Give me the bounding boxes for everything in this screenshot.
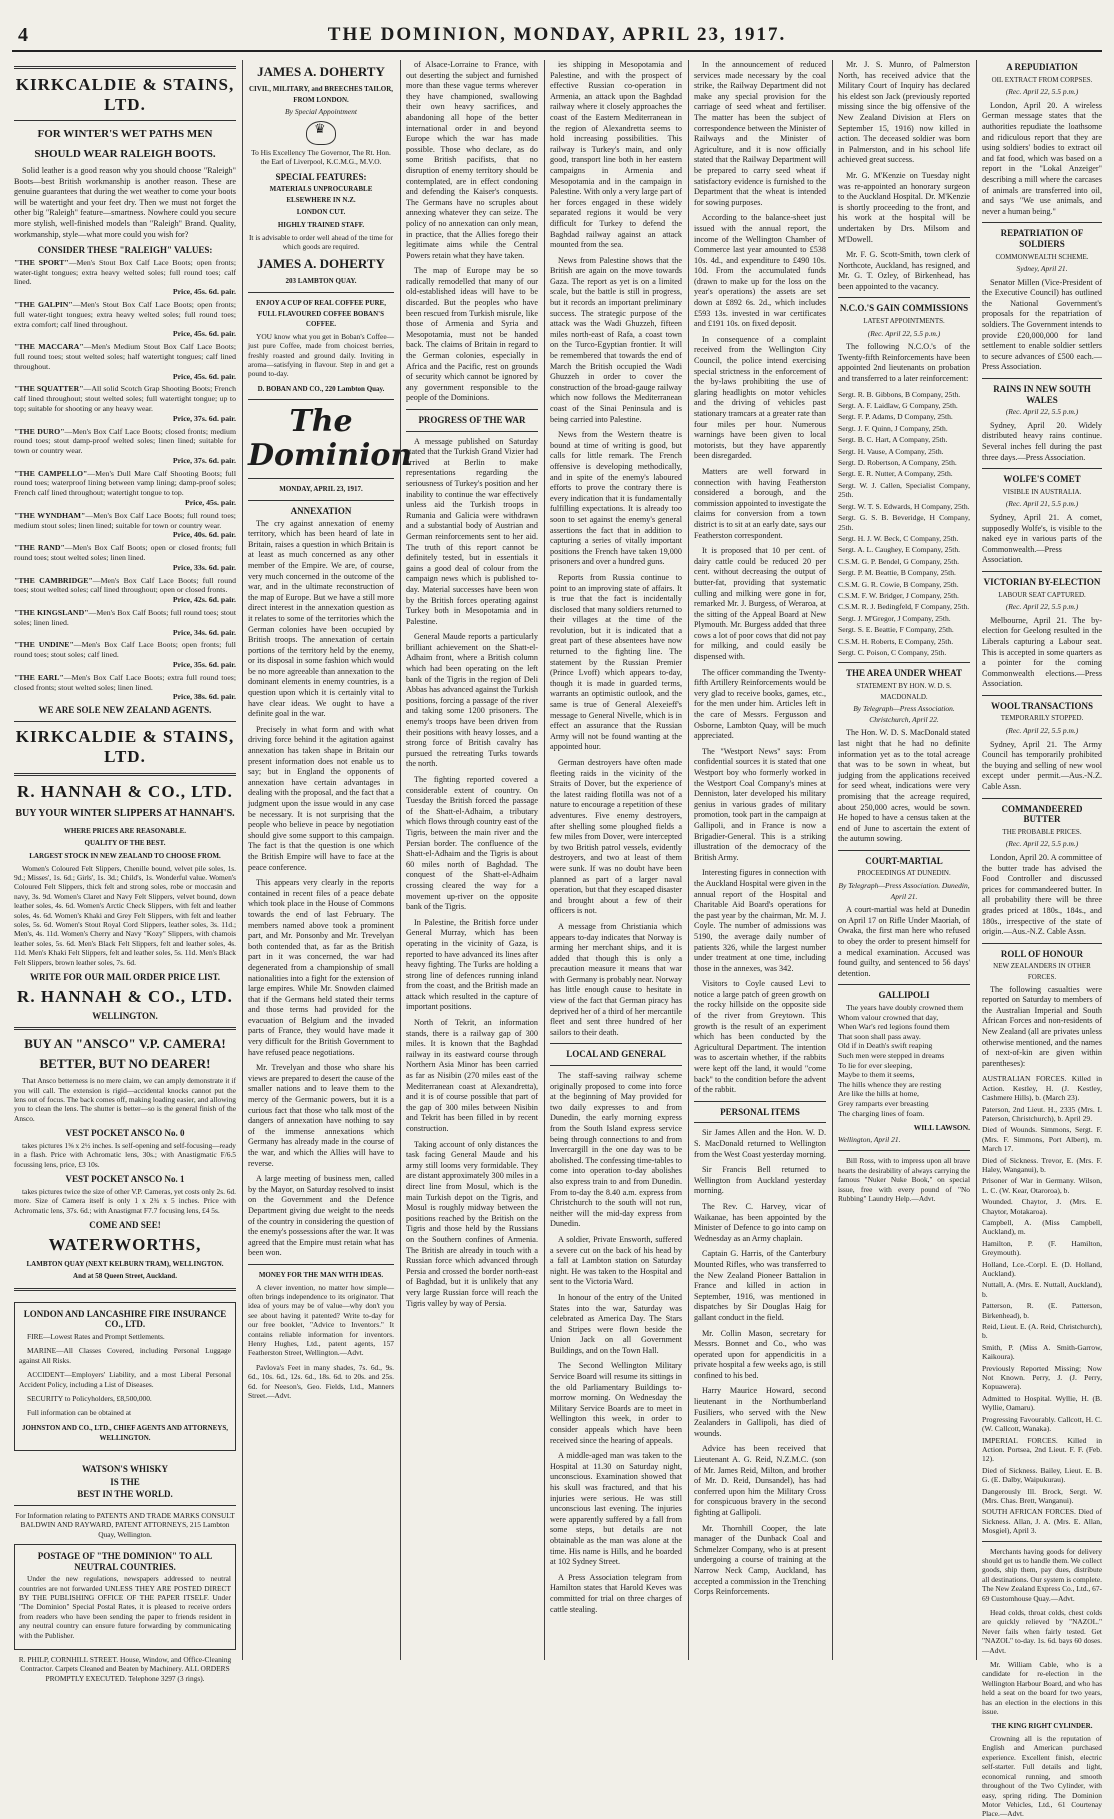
col3-p1: of Alsace-Lorraine to France, with out deserting the subject and furnished more than these vague terms wherever they have championed, swallowing their own heavy sacrifices, and abandoning all hope of the better international order in and beyond Europe which the war has made possible. Those who declare, as do some British pacifists, that no disruption of enemy territory should be contemplated, are in effect condoning and defending the Kaiser's conquests. The Germans have no scruples about annexing whatever they can seize. The policy of no annexation can only mean, in practice, that the Allies forego their legitimate aims while the Central Powers retain what they have taken. xyxy=(406,60,538,260)
nco-list-item: Sergt. P. M. Beattie, B Company, 25th. xyxy=(838,568,956,578)
butter-date: (Rec. April 22, 5.5 p.m.) xyxy=(1005,839,1079,849)
butter-sub: THE PROBABLE PRICES. xyxy=(1002,827,1082,836)
annexation-p2: Precisely in what form and with what driving force behind it the agitation against annexation has taken shape in Britain our present information does not enable us to say; but in England the opponents of annexation have certain advantages in dealing with the proposal, and the fact that a judgment upon the issue would in any case be necessary. It is not surprising that the people who believe in peace by negotiation should give some support to this campaign. The fact is that the question is one which the British Empire will have to face at the peace conference. xyxy=(248,724,394,872)
kirkcaldie-consider: CONSIDER THESE "RALEIGH" VALUES: xyxy=(37,245,213,256)
pow-p3: The fighting reported covered a considerable extent of country. On Tuesday the British forced the passage of the Shatt-el-Adhaim, a tributary which flows through country east of the Tigris, between the main river and the Persian border. The confluence of the Shatt-el-Adhaim and the Tigris is about 60 miles north of Baghdad. The conquest of the Shatt-el-Adhaim crossing cleared the way for a movement up-river on the opposite bank of the Tigris. xyxy=(406,775,538,912)
doherty-footer: JAMES A. DOHERTY xyxy=(257,256,385,272)
nco-list-item: C.S.M. H. Roberts, E Company, 25th. xyxy=(838,636,954,646)
boot-desc: —Men's Box Calf Lace Boots; extra full round toes; closed fronts; stout welted soles; linen lined. xyxy=(14,672,236,692)
lancashire-ad xyxy=(14,1302,236,1451)
boot-desc: —Men's Stout Box Calf Lace Boots; open fronts; full water-tight tongues; extra heavy welted soles; full round toes; extra comfort; calf lined throughout. xyxy=(14,299,236,329)
boot-desc: —All solid Scotch Grap Shooting Boots; French calf lined throughout; stout welted soles; full watertight tongue; up to top; suitable for shooting or any heavy wear. xyxy=(14,384,236,413)
honour-list-item: Reid, Lieut. E. (A. Reid, Christchurch), b. xyxy=(982,1322,1102,1341)
ansco-no0: VEST POCKET ANSCO No. 0 xyxy=(65,1128,185,1139)
dominion-nameplate: The Dominion xyxy=(248,404,413,474)
local-p5: A middle-aged man was taken to the Hospital at 11.30 on Saturday night, unconscious. Examination showed that his skull was fractured, and that his injuries were serious. He was still unconscious last evening. The injuries were apparently suffered by a fall from some steps, but details are not obtainable as the man was alone at the time. His name is Hills, and he boarded at 102 Sydney Street. xyxy=(550,1451,682,1567)
victorian-sub: LABOUR SEAT CAPTURED. xyxy=(998,590,1086,599)
boot-name: "THE SQUATTER" xyxy=(14,384,84,394)
money-body: A clever invention, no matter how simple—often brings independence to its originator. That idea of yours may be of value—why don't you see about having it patented? Write to-day for our free booklet, "Advice to Inventors." It contains reliable information for inventors. Henry Hughes, Ltd., patent agents, 157 Featherston Street, Wellington.—Advt. xyxy=(248,1282,394,1358)
pow-p4: In Palestine, the British force under General Murray, which has been operating in the vicinity of Gaza, is reported to have advanced its lines after heavy fighting. The Turks are holding a strong line of defences running inland from the coast, and the British made an attack which resulted in the capture of important positions. xyxy=(406,917,538,1012)
wool-sub: TEMPORARILY STOPPED. xyxy=(1000,714,1084,723)
nco-sub: LATEST APPOINTMENTS. xyxy=(863,317,945,326)
nco-heading: N.C.O.'S GAIN COMMISSIONS xyxy=(839,303,969,314)
boot-price: Price, 45s. pair. xyxy=(184,498,236,508)
comet-heading: WOLFE'S COMET xyxy=(1003,474,1081,485)
column-1 xyxy=(14,60,237,1683)
annexation-heading: ANNEXATION xyxy=(290,505,352,516)
victorian-heading: VICTORIAN BY-ELECTION xyxy=(983,576,1101,587)
soldiers-heading: REPATRIATION OF SOLDIERS xyxy=(1000,228,1084,249)
nco-list-item: Sergt. J. M'Gregor, J Company, 25th. xyxy=(838,613,951,623)
honour-heading: ROLL OF HONOUR xyxy=(1000,948,1084,959)
col5-p6: The officer commanding the Twenty-fifth Artillery Reinforcements would be very glad to receive books, games, etc., for the men under him. Articles left in the care of Messrs. Fergusson and Osborne, Lambton Quay, will be much appreciated. xyxy=(694,667,826,741)
pers-p2: Sir Francis Bell returned to Wellington from Auckland yesterday morning. xyxy=(694,1165,826,1196)
honour-list-item: IMPERIAL FORCES. Killed in Action. Portsea, 2nd Lieut. F. F. (Feb. 12). xyxy=(982,1435,1102,1464)
pow-p5: North of Tekrit, an information stands, there is a railway gap of 300 miles. It is known that the Baghdad railway in its eastward course through Northern Asia Minor has been carried as far as Nisibin (270 miles east of the Mediterranean coast at Alexandretta), and it is of course possible that part of the gap of 300 miles between Nisibin and Tekrit has been filled in by recent construction. xyxy=(406,1018,538,1133)
boot-item xyxy=(14,342,236,381)
col5-p7: The "Westport News" says: From confidential sources it is stated that one Westport boy who formerly worked in the Westport Coal Company's mines at Denniston, later developed his military genius in various grades of military promotion, took part in the campaign at Gallipoli, and in France is now a Brigadier-General. This is a striking illustration of the democracy of the British Army. xyxy=(694,746,826,862)
pers-p5: Mr. Collin Mason, secretary for Messrs. Bonnet and Co., who was operated upon for appendicitis in a private hospital a few weeks ago, is still confined to his bed. xyxy=(694,1328,826,1380)
boot-price: Price, 38s. 6d. pair. xyxy=(172,692,236,702)
doherty-f1: MATERIALS UNPROCURABLE ELSEWHERE IN N.Z. xyxy=(269,185,373,204)
nco-list-item: Sergt. W. J. Callen, Specialist Company, 25th. xyxy=(838,480,970,500)
kirkcaldie-agents: WE ARE SOLE NEW ZEALAND AGENTS. xyxy=(38,705,212,716)
honour-list-item: Dangerously Ill. Brock, Sergt. W. (Mrs. Chas. Brett, Wanganui). xyxy=(982,1486,1102,1505)
nco-list-item: Sergt. H. J. W. Beck, C Company, 25th. xyxy=(838,533,959,543)
col4-p6: A message from Christiania which appears to-day indicates that Norway is arming her merchant ships, and it is added that though this is only a precaution measure it means that war with Germany is probably near. Norway has little enough cause to hesitate in view of the fact that German piracy has deprived her of a third of her mercantile fleet and sent three hundred of her sailors to their death. xyxy=(550,921,682,1037)
nco-list-item: Sergt. B. C. Hart, A Company, 25th. xyxy=(838,435,948,445)
wool-heading: WOOL TRANSACTIONS xyxy=(990,700,1094,711)
col5-p8: Interesting figures in connection with the Auckland Hospital were given in the annual report of the Hospital and Charitable Aid Board's operations for the past year by the chairman, Mr. M. J. Coyle. The number of admissions was 5190, the average daily number of patients 326, while the largest number under treatment at one time, including those in the annexes, was 342. xyxy=(694,868,826,973)
col4-p3: News from the Western theatre is bound at time of writing is good, but calls for little remark. The French offensive is developing methodically, and in spite of the enemy's laboured efforts to prove the contrary there is every indication that it is fundamentally fulfilling expectations. It is already too soon to set against the enemy's general assertions the fact that in addition to capturing a series of vitally important positions the French have taken 19,000 prisoners and over a hundred guns. xyxy=(550,430,682,567)
cylinder-heading: THE KING RIGHT CYLINDER. xyxy=(991,1722,1093,1731)
boot-name: "THE RAND" xyxy=(14,543,65,553)
boot-price: Price, 42s. 6d. pair. xyxy=(172,595,236,605)
boot-price: Price, 45s. 6d. pair. xyxy=(172,371,236,381)
col5-p4: Matters are well forward in connection with having Featherston considered a borough, and the commission appointed to investigate the claims for conversion from a town district is to sit at an early date, says our Featherston correspondent. xyxy=(694,466,826,540)
repudiation-heading: A REPUDIATION xyxy=(1006,62,1078,72)
boot-desc: —Men's Box Calf Lace Boots; open fronts; full round toes; stout soles; calf lined. xyxy=(14,640,236,660)
boot-name: "THE CAMPELLO" xyxy=(14,468,88,478)
boot-price: Price, 37s. 6d. pair. xyxy=(172,455,236,465)
boot-item xyxy=(14,543,236,572)
honour-list-item: Nuttall, A. (Mrs. E. Nuttall, Auckland), b. xyxy=(982,1280,1102,1299)
boot-name: "THE DURO" xyxy=(14,426,65,436)
lancs-marine: MARINE—All Classes Covered, including Personal Luggage against All Risks. xyxy=(19,1346,231,1365)
boot-price: Price, 33s. 6d. pair. xyxy=(172,562,236,572)
honour-intro: The following casualties were reported on Saturday to members of the Australian Imperial and South African Forces and non-residents of New Zealand (all are privates unless otherwise mentioned, and the names of next-of-kin are given within parentheses): xyxy=(982,984,1102,1068)
kirkcaldie-intro: Solid leather is a good reason why you should choose "Raleigh" Boots—best British workmanship is another reason. These are genuine guarantees that during the wet weather to come your boots will be watertight and your feet dry. Then we must not forget the other big "Raleigh" feature—smartness. Nowhere could you secure more stylish, well-finished models than "Raleigh" Brand. Quality, workmanship, style—what more could you wish for? xyxy=(14,166,236,239)
boot-price: Price, 34s. 6d. pair. xyxy=(172,627,236,637)
doherty-to: To His Excellency The Governor, The Rt. Hon. the Earl of Liverpool, K.C.M.G., M.V.O. xyxy=(251,147,391,167)
victorian-body: Melbourne, April 21. The by-election for Geelong resulted in the Liberals capturing a Labour seat. This is accepted in some quarters as a pointer for the coming Commonwealth elections.—Press Association. xyxy=(982,615,1102,689)
local-p3: In honour of the entry of the United States into the war, Saturday was celebrated as America Day. The Stars and Stripes were flown beside the Union Jack on all Government Buildings, and on the Town Hall. xyxy=(550,1292,682,1355)
boban-body: YOU know what you get in Boban's Coffee—just pure Coffee, made from choicest berries, freshly roasted and ground daily. Inviting in aroma—satisfying in flavour. Step in and get a pound to-day. xyxy=(248,331,394,379)
nco-list-item: Sergt. E. R. Nutter, A Company, 25th. xyxy=(838,469,953,479)
wheat-body: The Hon. W. D. S. MacDonald stated last night that he had no definite information yet as to the total acreage that was to be sown in wheat, but judging from the applications received for seed wheat, indications were very promising that the acreage required, about 250,000 acres, would be sown. He hoped to have a census taken at the end of June to ascertain the extent of the autumn sowing. xyxy=(838,728,970,844)
boban-firm: D. BOBAN AND CO., 220 Lambton Quay. xyxy=(257,384,385,393)
nco-list-item: Sergt. F. P. Adams, D Company, 25th. xyxy=(838,412,953,422)
honour-list-item: Died of Sickness. Trevor, E. (Mrs. F. Haley, Wanganui), b. xyxy=(982,1155,1102,1174)
boot-item xyxy=(14,673,236,702)
ansco-firm: WATERWORTHS, xyxy=(48,1234,202,1254)
progress-war-heading: PROGRESS OF THE WAR xyxy=(418,415,526,425)
hannah-footer: R. HANNAH & CO., LTD. xyxy=(17,986,233,1006)
col6-p1: Mr. J. S. Munro, of Palmerston North, has received advice that the Military Court of Inquiry has declared his eldest son Jack (previously reported missing since the big offensive of the New Zealand Division at Flers on September 15, 1916) now killed in action. The deceased soldier was born in Palmerston, and in his school life achieved great success. xyxy=(838,60,970,165)
boot-item xyxy=(14,300,236,339)
wheat-date: By Telegraph—Press Association. Christchurch, April 22. xyxy=(853,704,955,724)
cylinder-body: Crowning all is the reputation of English and American purchased experience. Excellent finish, electric self-starter. Full details and light, economical running, and smooth throughout of the Two Cylinder, with easy, spring riding. The Dominion Motor Vehicles, Ltd., 61 Courtenay Place.—Advt. xyxy=(982,1734,1102,1819)
lancs-accident: ACCIDENT—Employers' Liability, and a most Liberal Personal Accident Policy, including a List of Diseases. xyxy=(19,1370,231,1389)
court-sub: PROCEEDINGS AT DUNEDIN. xyxy=(857,869,951,878)
watson-2: IS THE xyxy=(110,1476,140,1487)
wheat-sub: STATEMENT BY HON. W. D. S. MACDONALD. xyxy=(856,681,952,701)
honour-list-item: Smith, P. (Miss A. Smith-Garrow, Kaikoura). xyxy=(982,1342,1102,1362)
postage-head: POSTAGE OF "THE DOMINION" TO ALL NEUTRAL COUNTRIES. xyxy=(37,1550,213,1572)
butter-heading: COMMANDEERED BUTTER xyxy=(1001,803,1083,825)
hannah-sub: BUY YOUR WINTER SLIPPERS AT HANNAH'S. xyxy=(15,807,235,819)
boot-name: "THE GALPIN" xyxy=(14,299,73,309)
pow-p2: General Maude reports a particularly brilliant achievement on the Shatt-el-Adhaim front, where a British column which had been operating on the left bank of the Tigris in the region of Deli Abbas has advanced against the Turkish positions, forcing a passage of the river and taking some 1200 prisoners. The enemy's troops have been driven from their positions with heavy losses, and a strong force of British cavalry has pursued the retreating Turks towards the north. xyxy=(406,632,538,769)
boot-item xyxy=(14,608,236,637)
boot-desc: —Men's Box Calf Boots; full round toes; stout soles; linen lined. xyxy=(14,608,236,627)
boot-price: Price, 40s. 6d. pair. xyxy=(172,530,236,540)
personal-items-heading: PERSONAL ITEMS xyxy=(720,1106,800,1117)
boot-item xyxy=(14,258,236,297)
pavlova-ad: Pavlova's Feet in many shades, 7s. 6d., 9s. 6d., 10s. 6d., 12s. 6d., 18s. 6d. to 20s. and 25s. 6d. for Neeson's, Geo. Fields, Ltd., Manners Street.—Advt. xyxy=(248,1362,394,1400)
honour-list-item: Died of Sickness. Bailey, Lieut. E. B. G. (E. Dalby, Waipukurau). xyxy=(982,1465,1102,1485)
col5-p5: It is proposed that 10 per cent. of dairy cattle could be reduced 20 per cent. without decreasing the output of butter-fat, providing that systematic culling and milking were gone in for, remarked Mr. J. Burgess, of Weraroa, at the sitting of the Appeal Board at New Plymouth. Mr. Burgess added that three cows a lot of poor cows that did not pay for milking, and could easily be dispensed with. xyxy=(694,546,826,662)
nco-list-item: C.S.M. R. J. Bedingfeld, F Company, 25th. xyxy=(838,602,970,612)
boot-desc: —Men's Box Calf Lace Boots; closed fronts; medium round toes; stout damp-proof welted soles; linen lined; suitable for town or country wear. xyxy=(14,426,237,456)
honour-list-item: Died of Wounds. Simmons, Sergt. F. (Mrs. F. Simmons, Port Albert), m. March 17. xyxy=(982,1125,1102,1154)
lancs-security: SECURITY to Policyholders, £8,500,000. xyxy=(27,1393,152,1403)
col4-p1: ies shipping in Mesopotamia and Palestine, and with the prospect of effective Russian co-operation in Armenia, an attack upon the Baghdad railway where it closely approaches the coast of the Eastern Mediterranean in the region of Alexandretta seems to hold increasing possibilities. This railway is Turkey's main, and only good, transport line both in her eastern campaigns in Armenia and Mesopotamia and in the campaign in Palestine. With only a very large part of her forces engaged in these widely separated regions it would be very difficult for Turkey to defend the Baghdad railway against an attack mounted from the sea. xyxy=(550,60,682,250)
kirkcaldie-sub1: FOR WINTER'S WET PATHS MEN xyxy=(37,128,213,140)
ansco-no1: VEST POCKET ANSCO No. 1 xyxy=(65,1174,185,1185)
column-4 xyxy=(550,60,682,1660)
ansco-no0-desc: takes pictures 1⅝ x 2½ inches. Is self-opening and self-focusing—ready in a flash. Price with Achromatic lens, 30s.; with Anastigmatic F/6.5 focussing lens, price, £3 10s. xyxy=(14,1140,236,1169)
soldiers-body: Senator Millen (Vice-President of the Executive Council) has outlined the National Government's proposals for the repatriation of soldiers. The Government intends to provide £20,000,000 for land settlement to enable soldier settlers to secure advances of £500 each.—Press Association. xyxy=(982,277,1102,372)
honour-list-item: Campbell, A. (Miss Campbell, Auckland), m. xyxy=(982,1217,1102,1237)
wool-body: Sydney, April 21. The Army Council has temporarily prohibited the buying and selling of new wool except under permit.—Aus.-N.Z. Cable Assn. xyxy=(982,739,1102,792)
honour-list-item: Paterson, 2nd Lieut. H., 2335 (Mrs. I. Paterson, Christchurch), b. April 29. xyxy=(982,1104,1102,1123)
gallipoli-poem: The years have doubly crowned them Whom valour crowned that day, When War's red legions found them That soon shall pass away. Old if in Death's swift reaping Such men were stepped in dreams To lie for ever sleeping, Maybe to them it seems, The hills whence they are resting Are like the hills at home, Grey ramparts ever breasting The charging lines of foam. xyxy=(838,1003,964,1118)
boot-desc: —Men's Stout Box Calf Lace Boots; open fronts; water-tight tongues; extra heavy welted soles; full round toes; calf lined. xyxy=(14,257,236,287)
local-p4: The Second Wellington Military Service Board will resume its sittings in the old Parliamentary Buildings to-morrow morning. On Wednesday the Military Service Boards are to meet in Wellington this week, in order to consider appeals which have been received since the hearing of appeals. xyxy=(550,1361,682,1445)
column-7 xyxy=(982,60,1102,1819)
boot-desc: —Men's Box Calf Lace Boots; full round toes; medium stout soles; linen lined; suitable for town or country wear. xyxy=(14,510,236,530)
local-p6: A Press Association telegram from Hamilton states that Harold Keves was committed for trial on three charges of cattle stealing. xyxy=(550,1572,682,1614)
gallipoli-heading: GALLIPOLI xyxy=(878,990,930,1001)
candidate-notice: Mr. William Cable, who is a candidate for re-election in the Wellington Harbour Board, and who has held a seat on the board for two years, has an election in the elections in this issue. xyxy=(982,1660,1102,1717)
royal-crest-icon xyxy=(306,121,336,145)
nco-list-item: Sergt. S. E. Beattie, F Company, 25th. xyxy=(838,625,954,635)
honour-list-item: Progressing Favourably. Callcott, H. C. (W. Callcott, Wanaka). xyxy=(982,1414,1102,1434)
col5-p1: In the announcement of reduced services made necessary by the coal strike, the Railway Department did not make any special provision for the carriage of seed wheat and fertiliser. The matter has been the subject of correspondence between the Minister of Railways and the Minister of Agriculture, and it is now officially stated that the Railway Department will be prepared to carry seed wheat if satisfactory evidence is furnished to the Department that the wheat is intended for sowing purposes. xyxy=(694,60,826,207)
nco-list-item: Sergt. A. L. Caughey, E Company, 25th. xyxy=(838,545,961,555)
repudiation-sub: OIL EXTRACT FROM CORPSES. xyxy=(991,75,1093,84)
nco-list-item: Sergt. R. B. Gibbons, B Company, 25th. xyxy=(838,389,961,399)
boot-name: "THE MACCARA" xyxy=(14,342,84,352)
boot-item xyxy=(14,576,236,605)
kirkcaldie-heading: KIRKCALDIE & STAINS, LTD. xyxy=(15,75,235,114)
honour-list-item: Wounded. Chaytor, J. (Mrs. E. Chaytor, Motakaroa). xyxy=(982,1197,1102,1216)
local-p2: A soldier, Private Ensworth, suffered a severe cut on the back of his head by a fall at Lambton station on Saturday night. He was taken to the Hospital and sent to the Victoria Ward. xyxy=(550,1234,682,1287)
bill-ross-ad: Bill Ross, with to impress upon all brave hearts the desirability of always carrying the famous "Nuker Nuke Book," on special issue, free with every pound of "No Rubbing" Laundry Help.—Advt. xyxy=(838,1156,970,1203)
court-date: By Telegraph—Press Association. Dunedin, April 21. xyxy=(838,881,970,901)
ansco-body: That Ansco betterness is no mere claim, we can amply demonstrate it if you will call. The extension is rigid—accidental knocks cannot put the lens out of focus. The back comes off, making loading easier, and allowing you to clean the lens. The shutter is better—so is the general finish of the Ansco. xyxy=(14,1076,236,1123)
pers-p3: The Rev. C. Harvey, vicar of Waikanae, has been appointed by the Minister of Defence to go into camp on Wednesday as an Army chaplain. xyxy=(694,1201,826,1243)
doherty-appointment: By Special Appointment xyxy=(285,107,357,117)
boot-item xyxy=(14,511,236,540)
pow-p1: A message published on Saturday stated that the Turkish Grand Vizier had arrived at Berlin to make representations regarding the seriousness of Turkey's position and her inability to continue the war effectively unless aid the Turkish troops in Rumania and Galicia were withdrawn and a substantial body of Austrian and German reinforcements sent to her aid. The truth of this report cannot be definitely tested, but in essentials it gains a good deal of colour from the campaign news which is published to-day. Material successes have been won by the British forces operating against Turkey both in Mesopotamia and in Palestine. xyxy=(406,436,538,626)
honour-list-item: Previously Reported Missing; Now Not Known. Perry, J. (J. Perry, Kopuawera). xyxy=(982,1363,1102,1392)
doherty-addr: 203 LAMBTON QUAY. xyxy=(285,277,357,286)
boot-name: "THE CAMBRIDGE" xyxy=(14,575,93,585)
comet-body: Sydney, April 21. A comet, supposedly Wolfe's, is visible to the naked eye in various parts of the Commonwealth.—Press Association. xyxy=(982,512,1102,565)
honour-list-item: Holland, Lce.-Corpl. E. (D. Holland, Auckland). xyxy=(982,1259,1102,1278)
nco-list-item: Sergt. D. Robertson, A Company, 25th. xyxy=(838,458,957,468)
page-number: 4 xyxy=(18,24,28,46)
ansco-come: COME AND SEE! xyxy=(89,1219,161,1230)
philp-ad: R. PHILP, CORNHILL STREET. House, Window, and Office-Cleaning Contractor. Carpets Cleaned and Beaten by Machinery. ALL ORDERS PROMPTLY EXECUTED. Telephone 3297 (3 rings). xyxy=(18,1654,232,1683)
doherty-f3: HIGHLY TRAINED STAFF. xyxy=(277,220,365,229)
watson-ad xyxy=(14,1464,236,1500)
court-heading: COURT-MARTIAL xyxy=(865,855,943,866)
hannah-order: WRITE FOR OUR MAIL ORDER PRICE LIST. xyxy=(29,972,221,983)
wool-date: (Rec. April 22, 5.5 p.m.) xyxy=(1005,726,1079,736)
ansco-head2: BETTER, BUT NO DEARER! xyxy=(39,1056,211,1072)
pers-p7: Advice has been received that Lieutenant A. G. Reid, N.Z.M.C. (son of Mr. James Reid, Milton, and brother of Mr. D. Reid, Dunsandel), has had conferred upon him the Military Cross for conspicuous bravery in the second fighting at Gallipoli. xyxy=(694,1444,826,1517)
pers-p4: Captain G. Harris, of the Canterbury Mounted Rifles, who was transferred to the New Zealand Pioneer Battalion in France and killed in action in September, 1916, was mentioned in dispatches by Sir Douglas Haig for gallant conduct in the field. xyxy=(694,1249,826,1322)
lancs-info: Full information can be obtained at xyxy=(27,1408,132,1418)
column-6 xyxy=(838,60,970,1660)
boot-name: "THE UNDINE" xyxy=(14,640,74,650)
boot-desc: —Men's Medium Stout Box Calf Lace Boots; full round toes; stout welted soles; half watertight tongues; calf lined throughout. xyxy=(14,342,236,371)
soldiers-date: Sydney, April 21. xyxy=(1016,264,1068,274)
money-heading: MONEY FOR THE MAN WITH IDEAS. xyxy=(258,1270,384,1279)
annexation-p4: Mr. Trevelyan and those who share his views are prepared to desert the cause of the smaller nations and to leave them to the mercy of the Germanic powers, but it is a curious fact that those who talk most of the dangers of annexation have nothing to say of the immense annexations which Germany has already made in the course of the war, and which the Allies will have to reverse. xyxy=(248,1063,394,1168)
col4-p5: German destroyers have often made fleeting raids in the vicinity of the Straits of Dover, but the experience of the latest raiding flotilla was not of a nature to encourage a repetition of these adventures. Five enemy destroyers, after shelling some ploughed fields a few miles from Dover, were intercepted by two British patrol vessels, evidently destroyers, and two at least of them were sunk. If was no doubt have been planned as part of a larger naval operation, but that they escaped disaster and brought about a few of their officers is not. xyxy=(550,758,682,916)
column-2 xyxy=(248,60,413,1660)
annexation-p1: The cry against annexation of enemy territory, which has been heard of late in Britain, raises a question in which Britain is at least as much concerned as any other member of the Empire. We are, of course, very much concerned in the outcome of the war, and in the ultimate reconstruction of the map of Europe. But we have a still more direct interest in the annexation question as it relates to some of the territories which the German colonies have been occupied by British troops. The annexation of certain portions of the territory held by the enemy, or its disposal in some fashion which would be no more agreeable than annexation to the dominant elements in enemy countries, is a question upon which it is certainly vital to have clear ideas. We ought to have a definite goal in the war. xyxy=(248,518,394,719)
butter-body: London, April 20. A committee of the butter trade has advised the Food Controller and discussed prices for commandeered butter. In all probability there will be three grades priced at 180s., 184s., and 180s., irrespective of the state of origin.—Aus.-N.Z. Cable Assn. xyxy=(982,853,1102,937)
doherty-advice: It is advisable to order well ahead of the time for which goods are required. xyxy=(248,232,394,251)
annexation-p3: This appears very clearly in the reports contained in recent files of a peace debate which took place in the House of Commons towards the end of last February. The members named above took a prominent part, and Mr. Ponsonby and Mr. Trevelyan both contended that, as far as the British part in it was concerned, the war had degenerated from a championship of small nationalities into a fight for the extension of large empires. While Mr. Snowden claimed that if the Germans held stated their terms and those terms had provided for the evacuation of Belgium and the invaded parts of France, they would have made it very difficult for the British Government to have refused peace negotiations. xyxy=(248,878,394,1057)
nco-date: (Rec. April 22, 5.5 p.m.) xyxy=(867,328,941,338)
local-p1: The staff-saving railway scheme originally proposed to come into force at the beginning of May provided for two daily expresses to and from Dunedin, the early morning express from the South Island express service being through connections to and from Invercargill in the one day was to be abolished. The confessing time-tables to come into operation to-day abolishes also express train to and from Dunedin. From to-day the 8.40 a.m. express from Christchurch to the south will not run, neither will the mid-day express from Dunedin. xyxy=(550,1071,682,1229)
honour-list-item: AUSTRALIAN FORCES. Killed in Action. Kestley, H. (J. Kestley, Cashmere Hills), b. (March 23). xyxy=(982,1074,1102,1103)
col3-p2: The map of Europe may be so radically remodelled that many of our old-established ideas will have to be discarded. But the peoples who have been rescued from Turkish misrule, like those of Armenia and Syria and Mesopotamia, must not be handed back. The claims of Britain in regard to the German colonies, especially in Africa and the Pacific, rest on grounds of security which cannot be ignored by any government responsible to the people of the Dominions. xyxy=(406,266,538,403)
boot-item xyxy=(14,384,236,423)
doherty-heading: JAMES A. DOHERTY xyxy=(257,64,385,79)
boot-name: "THE WYNDHAM" xyxy=(14,510,86,520)
gallipoli-signature: WILL LAWSON. xyxy=(913,1123,970,1133)
boot-name: "THE EARL" xyxy=(14,672,64,682)
merchants-ad: Merchants having goods for delivery should get us to handle them. We collect goods, ship them, pay dues, distribute all destinations. Our system is complete. The New Zealand Express Co., Ltd., 67-69 Customhouse Quay.—Advt. xyxy=(982,1546,1102,1603)
rains-body: Sydney, April 20. Widely distributed heavy rains continue. Several inches fell during the past three days.—Press Association. xyxy=(982,420,1102,462)
hannah-sub2: WHERE PRICES ARE REASONABLE. xyxy=(63,826,187,835)
nco-body: The following N.C.O.'s of the Twenty-fifth Reinforcements have been appointed 2nd lieutenants on probation and transferred to a later reinforcement: xyxy=(838,342,970,384)
lancs-agents: JOHNSTON AND CO., LTD., CHIEF AGENTS AND ATTORNEYS, WELLINGTON. xyxy=(21,1423,229,1443)
nco-list-item: C.S.M. F. W. Bridger, J Company, 25th. xyxy=(838,590,959,600)
column-5 xyxy=(694,60,826,1660)
boban-heading: ENJOY A CUP OF REAL COFFEE PURE, FULL FLAVOURED COFFEE BOBAN'S COFFEE. xyxy=(256,298,386,329)
kirkcaldie-sub2: SHOULD WEAR RALEIGH BOOTS. xyxy=(34,148,216,160)
col5-p3: In consequence of a complaint received from the Wellington City Council, the police intend exercising special strictness in the enforcement of the by-laws prohibiting the use of glaring headlights on motor vehicles and the driving of vehicles past stationary tramcars at a greater rate than four miles per hour. Numerous warnings have been given to local motorists, but they have apparently been disregarded. xyxy=(694,334,826,461)
soldiers-sub: COMMONWEALTH SCHEME. xyxy=(995,252,1089,261)
hannah-items: Women's Coloured Felt Slippers, Chenille bound, velvet pile soles, 1s. 9d.; Misses', 1s. 6d.; Girls', 1s. 3d.; Child's, 1s. Wonderful value. Women's Coloured Felt Slippers, thick felt and strong soles, robe or moccasin and navy, 3s. 9d. Women's Claret and Navy Felt Slippers, velvet bound, down leather soles, 4s. 6d. Women's Arctic Check Slippers, with felt and leather soles, 4s. 6d. Women's Khaki and Grey Felt Slippers, with felt and leather soles, 5s. 6d. Women's Stout Royal Cord Slippers, leather soles, 3s. 11d.; Men's, 4s. 11d. Women's Cherry and Navy "Kozy" Slippers, with chamois leather soles, 5s. 6d. Men's Black Felt Slippers, felt and leather soles, 4s. 11d. Men's Khaki Felt Slippers, felt and leather soles, 5s. 11d. Men's Black Felt Slippers, brown leather soles, 7s. 6d. xyxy=(14,863,236,967)
honour-list-item: Hamilton, P. (F. Hamilton, Greymouth). xyxy=(982,1238,1102,1258)
nco-list-item: Sergt. A. F. Laidlaw, G Company, 25th. xyxy=(838,401,958,411)
doherty-sub: CIVIL, MILITARY, and BREECHES TAILOR, FROM LONDON. xyxy=(248,85,393,104)
honour-list-item: Patterson, R. (E. Patterson, Birkenhead), b. xyxy=(982,1301,1102,1320)
col4-p4: Reports from Russia continue to point to an improving state of affairs. It is true that the fact is incidentally disclosed that many soldiers returned to their villages at the time of the revolution, but it is indicated that a great part of these absentees have now returned to the fighting line. The statement by the Russian Premier (Prince Lvoff) which appears to-day, though it is made in guarded terms, warrants an optimistic outlook, and the same is true of General Alexeieff's message to General Nivelle, which is in effect an assurance that the Russian Army will not be found wanting at the appointed hour. xyxy=(550,572,682,752)
postage-body: Under the new regulations, newspapers addressed to neutral countries are not forwarded UNLESS THEY ARE POSTED DIRECT BY THE PUBLISHING OFFICE OF THE PAPER ITSELF. Under "The Dominion" Special Postal Rates, it is pleased to receive orders from readers who have been sending the paper to friends resident in any neutral country can ensure future forwarding by communicating with the Publisher. xyxy=(19,1574,231,1640)
nco-list xyxy=(838,390,970,658)
nco-list-item: Sergt. G. S. B. Beveridge, H Company, 25th. xyxy=(838,513,970,532)
col6-p3: Mr. F. G. Scott-Smith, town clerk of Northcote, Auckland, has resigned, and Mr. G. T. Ozley, of Birkenhead, has been appointed to the vacancy. xyxy=(838,250,970,291)
repudiation-body: London, April 20. A wireless German message states that the authorities repudiate the loathsome and ridiculous report that they are using soldiers' bodies to extract oil and fat food, which was based on a report in the "Lokal Anzeiger" describing a mill where the carcases of animals are transferred into oil, and says "We use animals, and never a human being." xyxy=(982,100,1102,216)
boot-item xyxy=(14,640,236,669)
court-body: A court-martial was held at Dunedin on April 17 on Rifle Under Maoriah, of Owaka, the first man here who refused to obey the order to present himself for a medical examination. Accused was found guilty, and sentenced to 56 days' detention. xyxy=(838,905,970,978)
comet-date: (Rec. April 21, 5.5 p.m.) xyxy=(1005,499,1079,509)
ansco-no1-desc: takes pictures twice the size of other V.P. Cameras, yet costs only 2s. 6d. more. Size of Camera itself is only 1 x 2¾ x 5 inches. Price with Achromatic lens, 37s. 6d.; with Anastigmat F7.7 focusing lens, £4 5s. xyxy=(14,1186,237,1215)
postage-notice xyxy=(14,1544,236,1650)
boot-price: Price, 45s. 6d. pair. xyxy=(172,329,236,339)
wheat-heading: THE AREA UNDER WHEAT xyxy=(846,668,962,679)
boot-price: Price, 35s. 6d. pair. xyxy=(172,660,236,670)
column-3 xyxy=(406,60,538,1660)
doherty-f2: LONDON CUT. xyxy=(296,208,346,217)
doherty-features: SPECIAL FEATURES: xyxy=(275,171,367,182)
nco-list-item: Sergt. H. Vause, A Company, 25th. xyxy=(838,446,944,456)
boot-name: "THE SPORT" xyxy=(14,257,69,267)
nco-list-item: Sergt. C. Poison, C Company, 25th. xyxy=(838,647,947,657)
lancs-fire: FIRE—Lowest Rates and Prompt Settlements. xyxy=(27,1331,165,1341)
boot-list xyxy=(14,258,236,702)
annexation-p5: A large meeting of business men, called by the Mayor, on Saturday resolved to insist on the Government and the Defence Department giving due weight to the needs of the country in considering the question of the enemy's possessions after the war. It was agreed that the Empire must retain what has been won. xyxy=(248,1174,394,1258)
honour-sub: NEW ZEALANDERS IN OTHER FORCES. xyxy=(993,962,1091,981)
ansco-head1: BUY AN "ANSCO" V.P. CAMERA! xyxy=(24,1036,226,1052)
boot-desc: —Men's Dull Mare Calf Shooting Boots; full round toes; waterproof lining between vamp lining; damp-proof soles; French calf lined throughout; watertight tongue to top. xyxy=(14,468,237,498)
boot-price: Price, 45s. 6d. pair. xyxy=(172,287,236,297)
nazol-ad: Head colds, throat colds, chest colds are quickly relieved by "NAZOL." Never fails when fairly tested. Get "NAZOL" to-day. 1s. 6d. bays 60 doses.—Advt. xyxy=(982,1608,1102,1655)
hannah-town: WELLINGTON. xyxy=(92,1010,158,1021)
hannah-heading: R. HANNAH & CO., LTD. xyxy=(17,781,233,801)
hannah-sub4: LARGEST STOCK IN NEW ZEALAND TO CHOOSE FROM. xyxy=(29,852,221,860)
ansco-addr2: And at 58 Queen Street, Auckland. xyxy=(73,1272,177,1281)
patent-ad: For Information relating to PATENTS AND TRADE MARKS CONSULT BALDWIN AND RAYWARD, PATENT ATTORNEYS, 215 Lambton Quay, Wellington. xyxy=(15,1510,235,1539)
watson-3: BEST IN THE WORLD. xyxy=(77,1489,173,1500)
nco-list-item: C.S.M. G. P. Bendel, G Company, 25th. xyxy=(838,556,960,566)
local-general-heading: LOCAL AND GENERAL xyxy=(566,1049,666,1060)
lancs-head: LONDON AND LANCASHIRE FIRE INSURANCE CO., LTD. xyxy=(23,1308,227,1330)
comet-sub: VISIBLE IN AUSTRALIA. xyxy=(1002,487,1082,496)
boot-item xyxy=(14,427,236,466)
nco-list-item: Sergt. J. F. Quinn, J Company, 25th. xyxy=(838,423,948,433)
hannah-sub3: QUALITY OF THE BEST. xyxy=(84,839,166,848)
pow-p6: Taking account of only distances the task facing General Maude and his army still looms very formidable. They are distant approximately 300 miles in a direct line from Mosul, which is the main Turkish depot on the Tigris, and Mosul is roughly midway between the positions reached by the British on the Tigris and those held by the Russians on the Southern confines of Armenia. The British are already in touch with a Russian force which advanced through Persia and crossed the border north-east of Baghdad, but it is unlikely that any very large Russian force will reach the Tigris valley by way of Persia. xyxy=(406,1139,538,1308)
boot-price: Price, 37s. 6d. pair. xyxy=(172,413,236,423)
col5-p2: According to the balance-sheet just issued with the annual report, the income of the Wellington Chamber of Commerce last year amounted to £538 10s. 4d., and expenditure to £490 10s. 10d. From the accumulated funds (drawn to make up for the loss on the year's operations) the assets are set down at £892 6s. 2d., which includes £593 13s. invested in war certificates and £191 10s. on fixed deposit. xyxy=(694,213,826,329)
newspaper-title: THE DOMINION, MONDAY, APRIL 23, 1917. xyxy=(327,24,787,45)
victorian-date: (Rec. April 22, 5.5 p.m.) xyxy=(1005,602,1079,612)
nco-list-item: C.S.M. G. R. Cowie, B Company, 25th. xyxy=(838,579,959,589)
boot-desc: —Men's Box Calf Boots; open or closed fronts; full round toes; stout welted soles; linen lined. xyxy=(14,543,236,563)
rains-date: (Rec. April 22, 5.5 p.m.) xyxy=(1005,407,1079,417)
pers-p1: Sir James Allen and the Hon. W. D. S. MacDonald returned to Wellington from the West Coast yesterday morning. xyxy=(694,1128,826,1159)
watson-1: WATSON'S WHISKY xyxy=(82,1463,168,1474)
masthead xyxy=(12,22,1102,52)
boot-name: "THE KINGSLAND" xyxy=(14,608,89,618)
gallipoli-place: Wellington, April 21. xyxy=(838,1134,901,1144)
repudiation-date: (Rec. April 22, 5.5 p.m.) xyxy=(1005,87,1079,97)
rains-heading: RAINS IN NEW SOUTH WALES xyxy=(993,384,1091,405)
col5-p9: Visitors to Coyle caused Levi to notice a large patch of green growth on the rocky hillside on the opposite side of the river from Greytown. This growth is the result of an experiment which has been conducted by the Agricultural Department. The intention was to ascertain whether, if the rabbits were kept off the land, it would "come back" to the condition before the advent of the rabbit. xyxy=(694,979,826,1095)
nco-list-item: Sergt. W. T. S. Edwards, H Company, 25th. xyxy=(838,501,970,511)
ansco-addr: LAMBTON QUAY (NEXT KELBURN TRAM), WELLINGTON. xyxy=(26,1259,224,1268)
honour-list xyxy=(982,1074,1102,1535)
pers-p6: Harry Maurice Howard, second lieutenant in the Northumberland Fusiliers, who served with the New Zealanders in Gallipoli, has died of wounds. xyxy=(694,1386,826,1438)
col6-p2: Mr. G. M'Kenzie on Tuesday night was re-appointed an honorary surgeon to the Auckland Hospital. Dr. M'Kenzie is shortly proceeding to the front, and his work at the hospital will be undertaken by Drs. Milsom and M'Dowell. xyxy=(838,170,970,244)
boot-desc: —Men's Box Calf Lace Boots; full round toes; stout welted soles; calf lined throughout; open or closed fronts. xyxy=(14,575,236,595)
honour-list-item: SOUTH AFRICAN FORCES. Died of Sickness. Allan, J. A. (Mrs. E. Allan, Mosgiel), April 3. xyxy=(982,1507,1102,1536)
honour-list-item: Prisoner of War in Germany. Wilson, L. C. (W. Kear, Otaroroa), b. xyxy=(982,1176,1102,1195)
kirkcaldie-footer: KIRKCALDIE & STAINS, LTD. xyxy=(15,726,235,766)
honour-list-item: Admitted to Hospital. Wyllie, H. (B. Wyllie, Oamaru). xyxy=(982,1393,1102,1413)
pers-p8: Mr. Thornhill Cooper, the late manager of the Dunback Coal and Schmelzer Company, who is at present undergoing a course of training at the Narrow Neck Camp, Auckland, has accepted a commission in the Trenching Corps Reinforcements. xyxy=(694,1523,826,1597)
col4-p2: News from Palestine shows that the British are again on the move towards Gaza. The report as yet is on a limited scale, but the battle is still in progress, but it records an important preliminary success. The strategic purpose of the attack was the Wadi Ghuzzeh, fifteen miles north-east of Rafa, a coast town on the Turco-Egyptian frontier. It will be remembered that towards the end of March the British occupied the Wadi Ghuzzeh in order to cover the construction of the broad-gauge railway which now follows the Mediterranean coast of the Sinai Peninsula and is being carried into Palestine. xyxy=(550,255,682,424)
editorial-date: MONDAY, APRIL 23, 1917. xyxy=(279,485,363,494)
boot-item xyxy=(14,469,236,508)
